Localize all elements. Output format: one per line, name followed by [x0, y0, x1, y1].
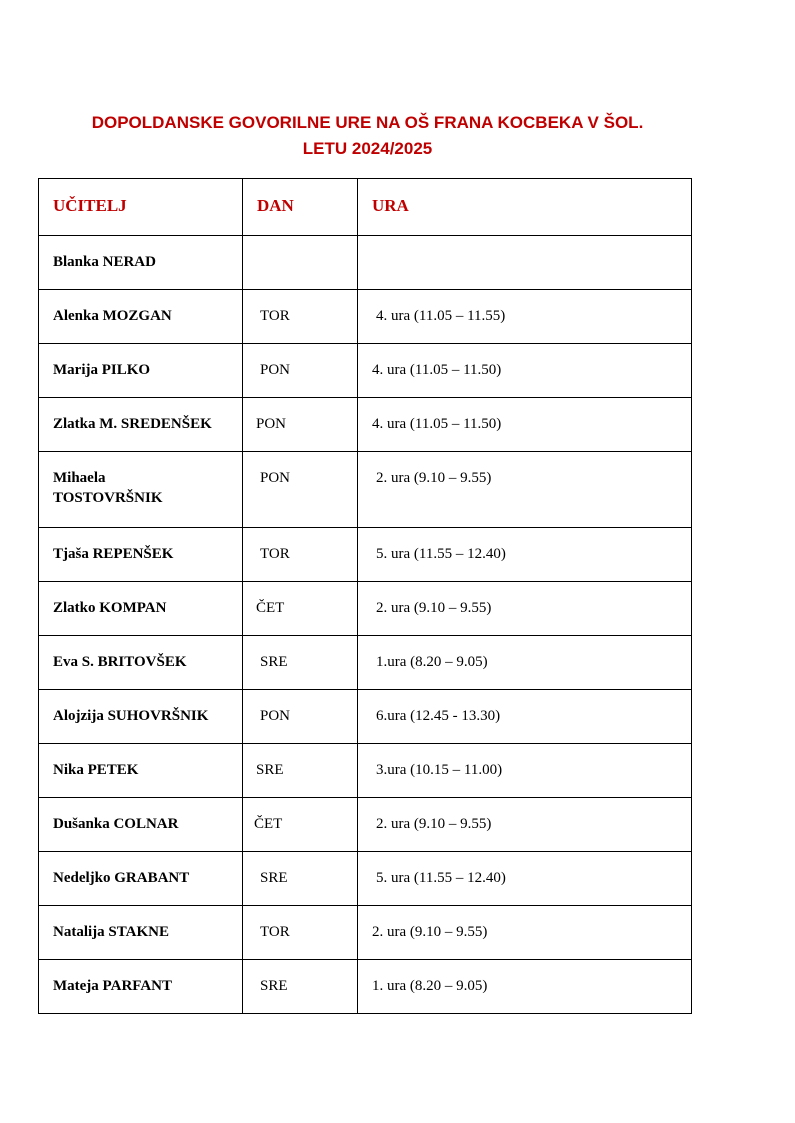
- day-cell: SRE: [243, 744, 358, 798]
- day-cell: PON: [243, 398, 358, 452]
- document-title-line1: DOPOLDANSKE GOVORILNE URE NA OŠ FRANA KOCBEKA V ŠOL.: [91, 113, 644, 132]
- teacher-name: Zlatko KOMPAN: [39, 582, 243, 636]
- day-cell: SRE: [243, 960, 358, 1014]
- teacher-name: Dušanka COLNAR: [39, 798, 243, 852]
- table-row: [39, 960, 692, 1014]
- table-row: [39, 344, 692, 398]
- hour-cell: 6.ura (12.45 - 13.30): [358, 690, 692, 744]
- teacher-name: Tjaša REPENŠEK: [39, 528, 243, 582]
- header-day: DAN: [243, 179, 358, 236]
- hour-cell: 2. ura (9.10 – 9.55): [358, 452, 692, 528]
- table-row: [39, 744, 692, 798]
- day-cell: [243, 236, 358, 290]
- day-cell: PON: [243, 690, 358, 744]
- hour-cell: 3.ura (10.15 – 11.00): [358, 744, 692, 798]
- day-cell: SRE: [243, 852, 358, 906]
- hour-cell: 5. ura (11.55 – 12.40): [358, 852, 692, 906]
- teacher-name: Marija PILKO: [39, 344, 243, 398]
- teacher-name: Mateja PARFANT: [39, 960, 243, 1014]
- teacher-name: Natalija STAKNE: [39, 906, 243, 960]
- day-cell: TOR: [243, 906, 358, 960]
- teacher-name: Nika PETEK: [39, 744, 243, 798]
- hour-cell: 2. ura (9.10 – 9.55): [358, 798, 692, 852]
- day-cell: TOR: [243, 290, 358, 344]
- header-hour: URA: [358, 179, 692, 236]
- teacher-name: Blanka NERAD: [39, 236, 243, 290]
- hour-cell: [358, 236, 692, 290]
- hour-cell: 2. ura (9.10 – 9.55): [358, 906, 692, 960]
- hour-cell: 1. ura (8.20 – 9.05): [358, 960, 692, 1014]
- teacher-name-line1: Mihaela: [53, 470, 106, 486]
- table-row: [39, 636, 692, 690]
- day-cell: SRE: [243, 636, 358, 690]
- teacher-name: Zlatka M. SREDENŠEK: [39, 398, 243, 452]
- teacher-name: Nedeljko GRABANT: [39, 852, 243, 906]
- hour-cell: 5. ura (11.55 – 12.40): [358, 528, 692, 582]
- table-row: [39, 452, 692, 528]
- document-title-line2: LETU 2024/2025: [302, 139, 433, 158]
- table-row: [39, 290, 692, 344]
- day-cell: TOR: [243, 528, 358, 582]
- day-cell: PON: [243, 452, 358, 528]
- table-row: [39, 690, 692, 744]
- table-row: [39, 798, 692, 852]
- day-cell: PON: [243, 344, 358, 398]
- table-row: [39, 398, 692, 452]
- teacher-name: Alenka MOZGAN: [39, 290, 243, 344]
- table-row: [39, 528, 692, 582]
- header-teacher: UČITELJ: [39, 179, 243, 236]
- table-row: [39, 906, 692, 960]
- hour-cell: 4. ura (11.05 – 11.55): [358, 290, 692, 344]
- table-row: [39, 582, 692, 636]
- table-row: [39, 852, 692, 906]
- office-hours-table: [38, 178, 692, 1014]
- teacher-name-line2: TOSTOVRŠNIK: [53, 490, 163, 506]
- day-cell: ČET: [243, 582, 358, 636]
- hour-cell: 4. ura (11.05 – 11.50): [358, 344, 692, 398]
- hour-cell: 2. ura (9.10 – 9.55): [358, 582, 692, 636]
- hour-cell: 4. ura (11.05 – 11.50): [358, 398, 692, 452]
- hour-cell: 1.ura (8.20 – 9.05): [358, 636, 692, 690]
- table-header-row: [39, 179, 692, 236]
- teacher-name: Alojzija SUHOVRŠNIK: [39, 690, 243, 744]
- day-cell: ČET: [243, 798, 358, 852]
- teacher-name: [39, 452, 243, 528]
- teacher-name: Eva S. BRITOVŠEK: [39, 636, 243, 690]
- table-row: [39, 236, 692, 290]
